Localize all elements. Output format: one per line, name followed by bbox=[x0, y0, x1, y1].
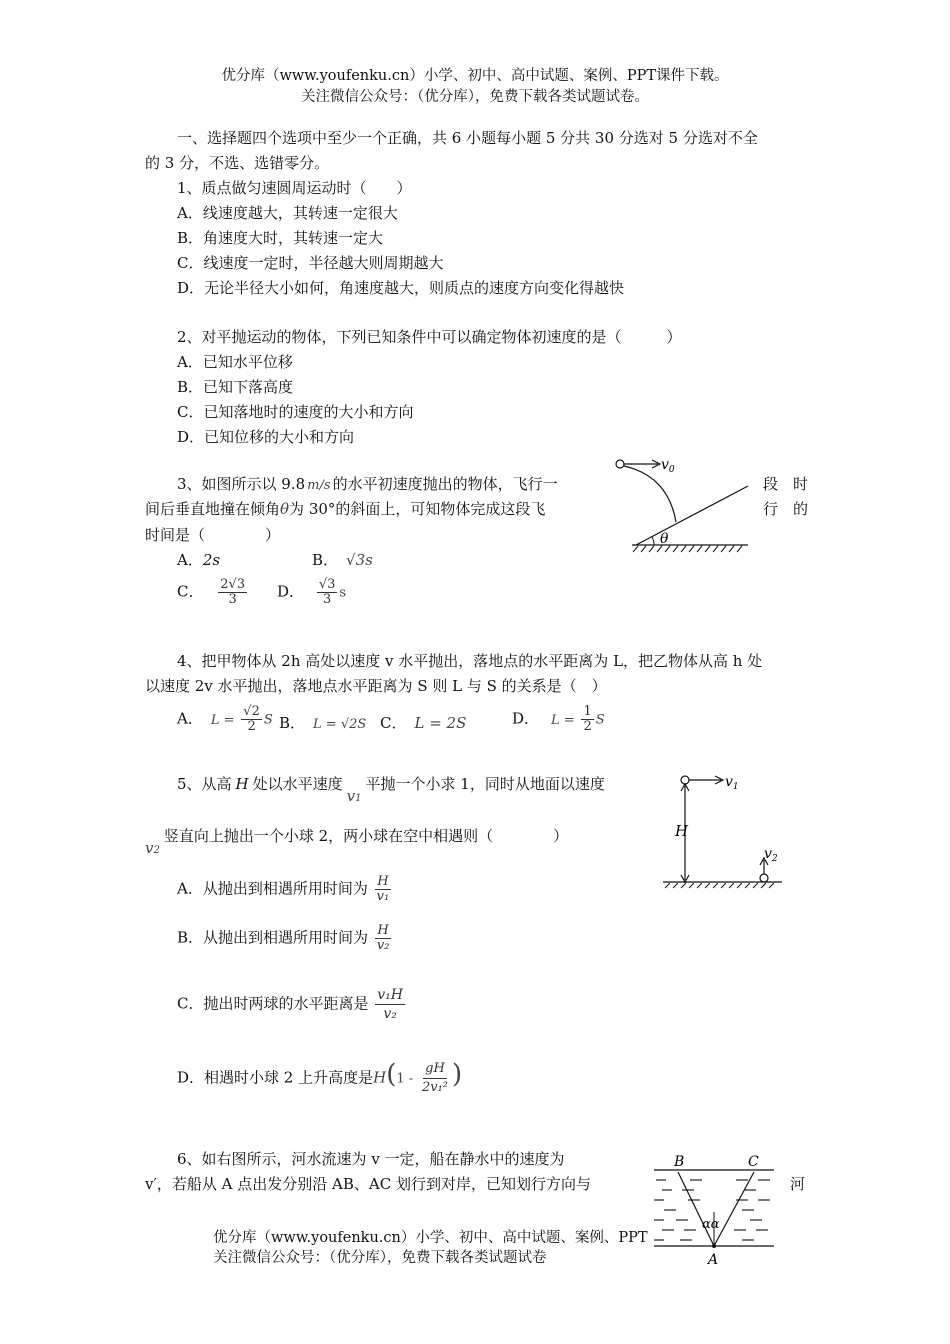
H-label: H bbox=[675, 822, 689, 840]
v1-label: $v_1$ bbox=[725, 774, 739, 792]
q3-line-1-tail: 段 时 bbox=[763, 475, 809, 493]
B-label: B bbox=[674, 1154, 685, 1170]
q3-option-b: B． √3s bbox=[312, 551, 373, 569]
ball-2 bbox=[760, 874, 768, 882]
q4-option-c: C． L = 2S bbox=[380, 714, 467, 732]
C-label: C bbox=[748, 1154, 759, 1170]
q3-line-2: 间后垂直地撞在倾角θ为 30°的斜面上，可知物体完成这段飞 bbox=[145, 500, 546, 518]
q5-option-b: B．从抛出到相遇所用时间为 $\frac{H}{\text{v₂}}$ bbox=[177, 923, 390, 953]
q2-option-a: A．已知水平位移 bbox=[177, 353, 293, 371]
q6-line-2-tail: 河 bbox=[790, 1175, 806, 1193]
q6-line-2: v′，若船从 A 点出发分别沿 AB、AC 划行到对岸，已知划行方向与 bbox=[145, 1175, 591, 1193]
q5-figure bbox=[658, 770, 788, 890]
q2-option-b: B．已知下落高度 bbox=[177, 378, 294, 396]
v0-label: $v_0$ bbox=[661, 457, 675, 475]
q5-option-a: A．从抛出到相遇所用时间为 $\frac{H}{\text{v₁}}$ bbox=[177, 874, 390, 904]
q4-option-a: A． L = $\frac{√2}{2}$ S bbox=[177, 704, 273, 734]
q4-option-b: B． L = √2S bbox=[279, 714, 367, 732]
point-A bbox=[712, 1244, 716, 1248]
q1-option-d: D．无论半径大小如何，角速度越大，则质点的速度方向变化得越快 bbox=[177, 279, 625, 297]
section-intro-line-2: 的 3 分，不选、选错零分。 bbox=[145, 154, 330, 172]
angle-arc bbox=[652, 537, 654, 545]
q5-line-2: v2竖直向上抛出一个小球 2，两小球在空中相遇则（ ） bbox=[145, 827, 569, 857]
ball bbox=[616, 460, 624, 468]
q2-option-d: D．已知位移的大小和方向 bbox=[177, 428, 355, 446]
footer-line-2: 关注微信公众号：（优分库），免费下载各类试题试卷 bbox=[213, 1250, 547, 1266]
q3-option-a: A．2s bbox=[177, 551, 221, 569]
q5-option-d: D．相遇时小球 2 上升高度是H(1 - $\frac{gH}{\text{2v₁²}}$ ) bbox=[177, 1059, 463, 1095]
q3-line-2-tail: 行 的 bbox=[763, 500, 809, 518]
q6-figure bbox=[650, 1148, 780, 1270]
q5-line-1: 5、从高 H 处以水平速度v1平抛一个小求 1，同时从地面以速度 bbox=[177, 775, 605, 805]
q3-line-3: 时间是（ ） bbox=[145, 526, 281, 544]
ground-hatch bbox=[665, 883, 774, 888]
footer-line-1: 优分库（www.youfenku.cn）小学、初中、高中试题、案例、PPT bbox=[213, 1230, 648, 1246]
q6-line-1: 6、如右图所示，河水流速为 v 一定，船在静水中的速度为 bbox=[177, 1150, 565, 1168]
theta-label: θ bbox=[660, 531, 669, 547]
header-line-1: 优分库（www.youfenku.cn）小学、初中、高中试题、案例、PPT课件下载。 bbox=[221, 68, 729, 84]
header-line-2: 关注微信公众号：（优分库），免费下载各类试题试卷。 bbox=[301, 89, 649, 105]
q5-option-c: C．抛出时两球的水平距离是 $\frac{\text{v₁H}}{\text{v₂}}$ bbox=[177, 987, 403, 1022]
q4-option-d: D． L = $\frac{1}{2}$ S bbox=[512, 704, 605, 734]
q1-option-c: C．线速度一定时，半径越大则周期越大 bbox=[177, 254, 444, 272]
incline bbox=[636, 486, 748, 545]
q3-figure bbox=[608, 454, 758, 554]
q1-option-b: B．角速度大时，其转速一定大 bbox=[177, 229, 384, 247]
v2-label: $v_2$ bbox=[764, 846, 778, 864]
q1-stem: 1、质点做匀速圆周运动时（ ） bbox=[177, 179, 412, 197]
q2-stem: 2、对平抛运动的物体，下列已知条件中可以确定物体初速度的是（ ） bbox=[177, 328, 682, 346]
q2-option-c: C．已知落地时的速度的大小和方向 bbox=[177, 403, 414, 421]
q1-option-a: A．线速度越大，其转速一定很大 bbox=[177, 204, 398, 222]
q4-line-1: 4、把甲物体从 2h 高处以速度 v 水平抛出，落地点的水平距离为 L，把乙物体从高 h 处 bbox=[177, 652, 763, 670]
alpha-labels: αα bbox=[702, 1217, 720, 1232]
ground-hatch bbox=[633, 546, 742, 552]
section-intro-line-1: 一、选择题四个选项中至少一个正确，共 6 小题每小题 5 分共 30 分选对 5 分选对不全 bbox=[177, 129, 758, 147]
q3-option-c: C． $\frac{2√3}{3}$ bbox=[177, 577, 246, 607]
q3-option-d: D． $\frac{√3}{3}$ s bbox=[277, 577, 347, 607]
q3-line-1: 3、如图所示以 9.8 m/s 的水平初速度抛出的物体，飞行一 bbox=[177, 475, 558, 493]
A-label: A bbox=[708, 1252, 719, 1268]
q4-line-2: 以速度 2v 水平抛出，落地点水平距离为 S 则 L 与 S 的关系是（ ） bbox=[145, 677, 607, 695]
